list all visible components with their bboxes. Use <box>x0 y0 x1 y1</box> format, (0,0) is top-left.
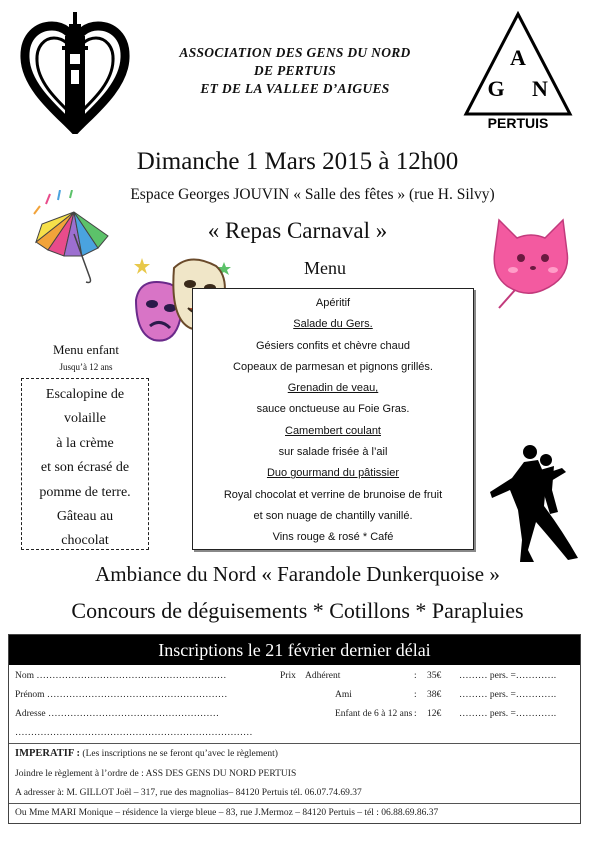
menu-item <box>193 506 473 527</box>
price-ami-persons[interactable]: ……… pers. =…………. <box>459 690 557 700</box>
event-venue: Espace Georges JOUVIN « Salle des fêtes » (rue H. Silvy) <box>130 186 495 203</box>
logo-letter-n: N <box>532 76 548 101</box>
menu-item <box>193 336 473 357</box>
menu-item <box>193 378 473 399</box>
address-line-mari: Ou Mme MARI Monique – résidence la vierge bleue – 83, rue J.Mermoz – 84120 Pertuis – tél : 06.88.69.86.37 <box>15 808 439 818</box>
menu-item <box>193 314 473 335</box>
kids-menu-title: Menu enfant <box>52 342 120 357</box>
imperatif-line <box>15 748 278 759</box>
divider <box>9 803 580 804</box>
kids-menu-list <box>22 379 148 554</box>
menu-item-text: sauce onctueuse au Foie Gras. <box>256 403 410 416</box>
price-adherent-persons[interactable]: ……… pers. =…………. <box>459 671 557 681</box>
logo-city: PERTUIS <box>487 115 549 131</box>
logo-letter-a: A <box>510 45 526 70</box>
menu-item-text: Vins rouge & rosé * Café <box>272 531 394 544</box>
menu-item <box>193 527 473 548</box>
price-enfant-persons[interactable]: ……… pers. =…………. <box>459 709 557 719</box>
price-colon: : <box>414 690 417 700</box>
kids-menu-box <box>21 378 149 550</box>
menu-item-text: Grenadin de veau, <box>287 382 379 395</box>
cat-umbrella-illustration <box>485 210 575 310</box>
kids-menu-item: volaille <box>64 411 106 427</box>
logo-letter-g: G <box>487 76 505 101</box>
payment-order-line: Joindre le règlement à l’ordre de : ASS DES GENS DU NORD PERTUIS <box>15 769 297 779</box>
price-ami-label: Ami <box>335 690 352 700</box>
menu-item-text: Copeaux de parmesan et pignons grillés. <box>233 360 433 373</box>
price-enfant-label: Enfant de 6 à 12 ans <box>335 709 413 719</box>
kids-menu-item: Gâteau au <box>56 509 114 525</box>
event-date: Dimanche 1 Mars 2015 à 12h00 <box>136 148 459 175</box>
menu-item <box>193 485 473 506</box>
menu-item-text: Royal chocolat et verrine de brunoise de fruit <box>223 488 443 501</box>
menu-item-text: Gésiers confits et chèvre chaud <box>255 339 411 352</box>
imperatif-label: IMPERATIF : <box>15 748 81 759</box>
field-adresse-continued[interactable]: ………………………………………………………………… <box>15 728 253 738</box>
association-line-2: DE PERTUIS <box>253 63 337 78</box>
kids-menu-item: pomme de terre. <box>39 484 131 500</box>
menu-item-text: sur salade frisée à l’ail <box>278 446 388 459</box>
menu-box <box>192 288 474 550</box>
address-line-gillot: A adresser à: M. GILLOT Joël – 317, rue des magnolias– 84120 Pertuis tél. 06.07.74.69.37 <box>15 788 362 798</box>
agn-pertuis-logo <box>462 10 574 132</box>
kids-menu-item: et son écrasé de <box>40 460 130 476</box>
dancing-couple-illustration <box>488 440 583 565</box>
menu-item <box>193 293 473 314</box>
kids-menu-age: Jusqu’à 12 ans <box>59 362 113 372</box>
association-name <box>130 44 460 98</box>
menu-item <box>193 399 473 420</box>
menu-item <box>193 421 473 442</box>
menu-item <box>193 463 473 484</box>
menu-item-text: Duo gourmand du pâtissier <box>266 467 400 480</box>
contests-tagline: Concours de déguisements * Cotillons * Parapluies <box>71 598 524 623</box>
price-colon: : <box>414 709 417 719</box>
menu-item-text: Apéritif <box>315 297 351 309</box>
price-label: Prix <box>280 671 296 681</box>
kids-menu-item: chocolat <box>61 533 109 549</box>
price-colon: : <box>414 671 417 681</box>
ambiance-tagline: Ambiance du Nord « Farandole Dunkerquoise » <box>95 562 500 586</box>
price-adherent-amount: 35€ <box>427 671 442 681</box>
field-adresse[interactable]: Adresse ……………………………………………… <box>15 709 219 719</box>
menu-heading: Menu <box>304 258 346 278</box>
association-line-1: ASSOCIATION DES GENS DU NORD <box>179 45 411 60</box>
association-heart-logo <box>20 6 130 134</box>
registration-banner: Inscriptions le 21 février dernier délai <box>9 635 580 665</box>
price-ami-amount: 38€ <box>427 690 442 700</box>
kids-menu-item: à la crème <box>56 435 114 451</box>
price-adherent-label: Adhérent <box>305 671 341 681</box>
menu-item <box>193 357 473 378</box>
registration-form <box>8 634 581 824</box>
umbrella-illustration <box>28 190 118 290</box>
price-enfant-amount: 12€ <box>427 709 442 719</box>
event-title: « Repas Carnaval » <box>207 218 388 243</box>
field-nom[interactable]: Nom …………………………………………………… <box>15 671 227 681</box>
divider <box>9 743 580 744</box>
menu-item-text: Camembert coulant <box>285 424 381 437</box>
menu-item-text: Salade du Gers. <box>293 318 373 331</box>
menu-item <box>193 442 473 463</box>
menu-item-list <box>193 289 473 549</box>
imperatif-note: (Les inscriptions ne se feront qu’avec le règlement) <box>82 749 278 759</box>
field-prenom[interactable]: Prénom ………………………………………………… <box>15 690 228 700</box>
association-line-3: ET DE LA VALLEE D’AIGUES <box>200 81 390 96</box>
menu-item-text: et son nuage de chantilly vanillé. <box>253 509 413 522</box>
kids-menu-item: Escalopine de <box>45 387 125 402</box>
